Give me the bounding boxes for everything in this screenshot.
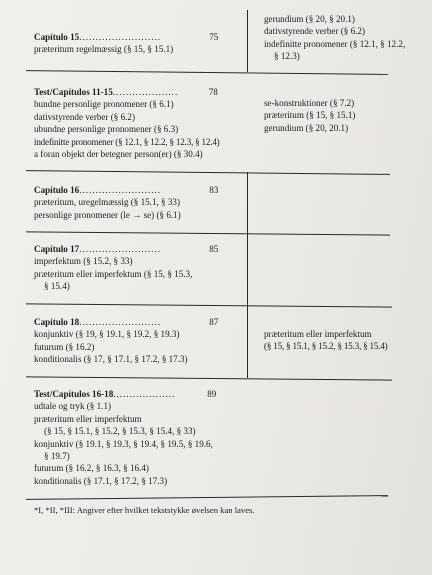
topic-item: ubundne personlige pronomener (§ 6.3): [34, 124, 179, 135]
topic-item: konjunktiv (§ 19.1, § 19.3, § 19.4, § 19.5, § 19.6,: [34, 438, 213, 449]
section-capitulo-18-left: Capítulo 18......................... 87 konjunktiv (§ 19, § 19.1, § 19.2, § 19.3) futurum (§ 16.2) konditionalis (§ 17, § 17.1, § 17.2, § 17.3): [34, 317, 219, 365]
topic-item: gerundium (§ 20, 20.1): [264, 122, 349, 133]
topic-item: udtale og tryk (§ 1.1): [34, 401, 112, 412]
section-test-11-15-left: Test/Capítulos 11-15.................... 78 bundne personlige pronomener (§ 6.1) dativstyrende verber (§ 6.2) ubundne personlige pronomener (§ 6.3) indefinitte pronomener (§ 12.1, § 12.2, § 12.3, § 12.4) a foran objekt der betegner person(er) (§ 30.4): [34, 87, 220, 160]
column-divider-3: [247, 306, 248, 378]
topic-item: præteritum (§ 15, § 15.1): [264, 110, 356, 121]
section-capitulo-17-left: Capítulo 17......................... 85 imperfektum (§ 15.2, § 33) præteritum eller imperfektum (§ 15, § 15.3, § 15.4): [34, 244, 219, 292]
page-number: 87: [209, 317, 219, 327]
page-number: 75: [209, 32, 219, 42]
topic-item: præteritum, uregelmæssig (§ 15.1, § 33): [34, 197, 180, 208]
page-number: 83: [209, 185, 219, 195]
topic-item: indefinitte pronomener (§ 12.1, § 12.2, § 12.3, § 12.4): [34, 136, 220, 147]
topic-item: præteritum eller imperfektum: [264, 329, 372, 339]
topic-item: præteritum eller imperfektum: [34, 413, 142, 424]
footnote: *I, *II, *III: Angiver efter hvilket tekststykke øvelsen kan laves.: [34, 505, 255, 515]
topic-item: dativstyrende verber (§ 6.2): [264, 26, 366, 37]
section-capitulo-16-left: Capítulo 16......................... 83 præteritum, uregelmæssig (§ 15.1, § 33) personlige pronomener (le → se) (§ 6.1): [34, 185, 219, 220]
topic-item: præteritum eller imperfektum (§ 15, § 15.3,: [34, 268, 193, 279]
topic-item: præteritum regelmæssig (§ 15, § 15.1): [34, 44, 174, 55]
topic-item: gerundium (§ 20, § 20.1): [264, 14, 355, 24]
rule-1: [26, 70, 388, 75]
topic-item: konditionalis (§ 17.1, § 17.2, § 17.3): [34, 475, 168, 486]
section-title: Capítulo 18: [34, 317, 80, 327]
topic-item: futurum (§ 16.2): [34, 341, 95, 352]
section-title: Capítulo 17: [34, 244, 80, 254]
section-title: Test/Capítulos 16-18: [34, 389, 114, 399]
section-test-11-15-right: [264, 97, 355, 134]
topic-item: bundne personlige pronomener (§ 6.1): [34, 99, 174, 110]
topic-item: futurum (§ 16.2, § 16.3, § 16.4): [34, 463, 149, 474]
page-number: 89: [207, 389, 217, 399]
column-divider-2: [247, 172, 248, 306]
rule-6: [26, 495, 388, 500]
topic-item: § 12.3): [274, 51, 300, 62]
section-test-16-18-left: Test/Capítulos 16-18................... 89 udtale og tryk (§ 1.1) præteritum eller imperfektum (§ 15, § 15.1, § 15.2, § 15.3, § 15.4, § 33) konjunktiv (§ 19.1, § 19.3, § 19.4, § 19.5, § 19.6, § 19.7) futurum (§ 16.2, § 16.3, § 16.4) konditionalis (§ 17.1, § 17.2, § 17.3): [34, 389, 217, 486]
rule-2: [26, 170, 390, 175]
section-capitulo-18-right: [264, 328, 388, 353]
topic-item: personlige pronomener (le → se) (§ 6.1): [34, 209, 181, 220]
rule-4: [26, 303, 392, 307]
column-divider-1: [247, 10, 248, 72]
topic-item: dativstyrende verber (§ 6.2): [34, 111, 136, 122]
topic-item: (§ 15, § 15.1, § 15.2, § 15.3, § 15.4, § 33): [44, 426, 196, 437]
section-title: Capítulo 15: [34, 32, 80, 42]
topic-item: § 19.7): [44, 451, 70, 462]
topic-item: a foran objekt der betegner person(er) (§ 30.4): [34, 149, 203, 160]
section-capitulo-15-left: Capítulo 15......................... 75 præteritum regelmæssig (§ 15, § 15.1): [34, 32, 219, 55]
page-number: 85: [209, 244, 219, 254]
topic-item: § 15.4): [44, 281, 70, 292]
topic-item: (§ 15, § 15.1, § 15.2, § 15.3, § 15.4): [264, 341, 388, 352]
topic-item: imperfektum (§ 15.2, § 33): [34, 256, 133, 267]
page-number: 78: [208, 87, 218, 97]
section-title: Test/Capítulos 11-15: [34, 87, 113, 97]
topic-item: se-konstruktioner (§ 7.2): [264, 98, 355, 108]
topic-item: konditionalis (§ 17, § 17.1, § 17.2, § 17.3): [34, 354, 188, 365]
rule-5: [26, 376, 392, 380]
section-title: Capítulo 16: [34, 185, 80, 195]
topic-item: indefinitte pronomener (§ 12.1, § 12.2,: [264, 38, 406, 49]
topic-item: konjunktiv (§ 19, § 19.1, § 19.2, § 19.3): [34, 329, 180, 340]
rule-3: [26, 231, 390, 235]
section-capitulo-15-right: [264, 13, 405, 63]
